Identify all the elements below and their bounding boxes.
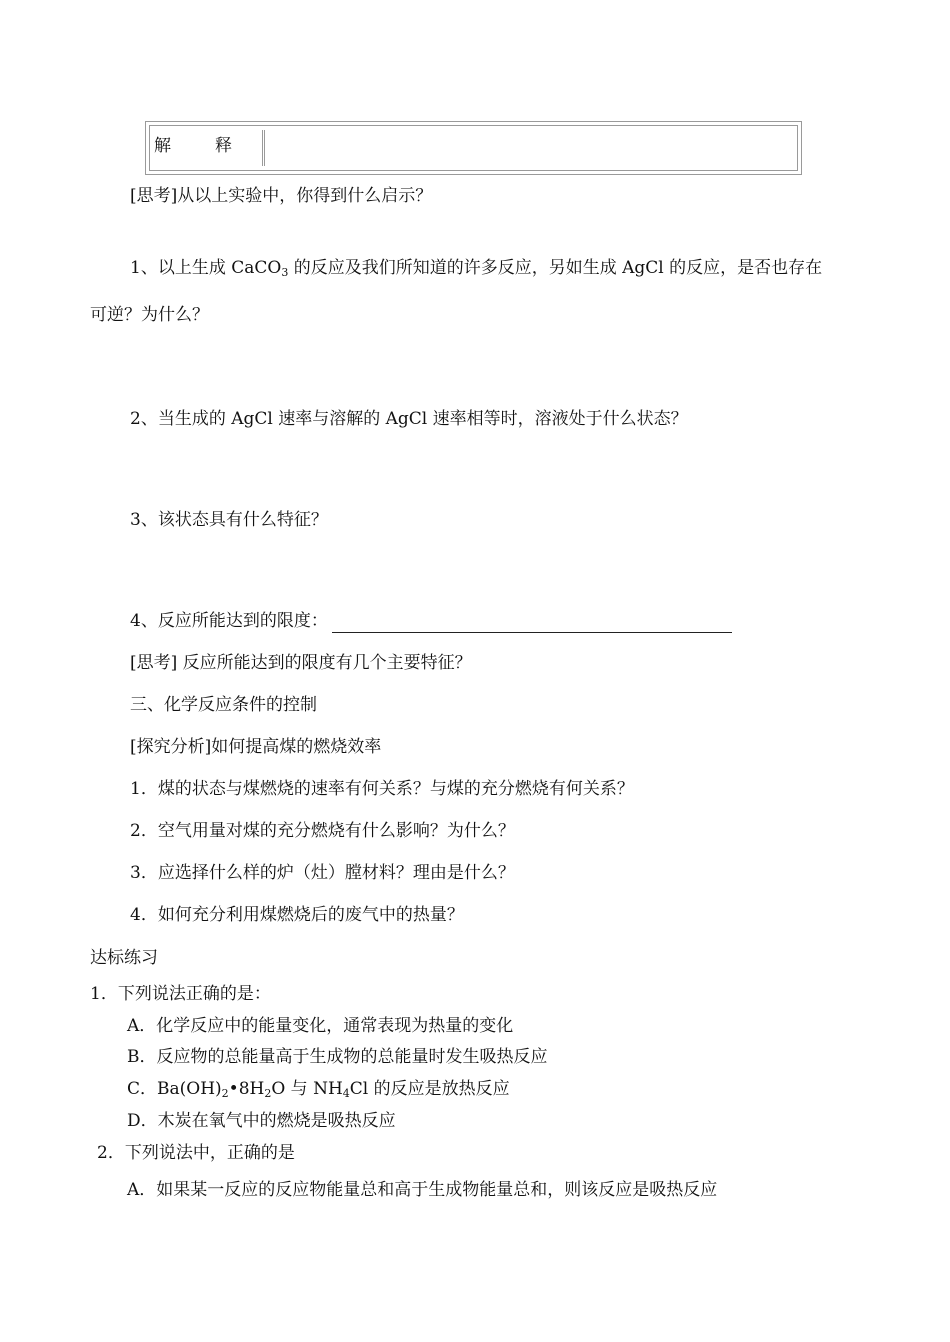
practice-question-2: 2．下列说法中，正确的是 [97, 1143, 295, 1163]
think-prompt-1: [思考]从以上实验中，你得到什么启示？ [130, 186, 433, 206]
question-1-line-1 [130, 256, 822, 280]
explain-divider [262, 130, 265, 166]
explain-label [154, 134, 232, 158]
option-c-text: •8H [228, 1079, 265, 1099]
answer-blank [332, 614, 732, 633]
question-4 [130, 609, 732, 633]
option-c-subscript: 2 [221, 1087, 229, 1100]
question-1-subscript: 3 [281, 266, 289, 279]
practice-2-option-a: A．如果某一反应的反应物能量总和高于生成物能量总和，则该反应是吸热反应 [127, 1180, 718, 1200]
question-1-part-b: 的反应及我们所知道的许多反应，另如生成 AgCl 的反应，是否也存在 [288, 258, 823, 278]
explain-table-inner [149, 125, 798, 171]
explore-item: 3．应选择什么样的炉（灶）膛材料？理由是什么？ [130, 863, 515, 883]
practice-title: 达标练习 [90, 948, 158, 968]
option-c-subscript: 2 [264, 1087, 272, 1100]
think-prompt-2: [思考] 反应所能达到的限度有几个主要特征？ [130, 653, 472, 673]
explore-item: 1．煤的状态与煤燃烧的速率有何关系？与煤的充分燃烧有何关系？ [130, 779, 634, 799]
option-c-text: Cl 的反应是放热反应 [349, 1079, 510, 1099]
explain-label-part1: 解 [154, 136, 171, 156]
section-3-heading: 三、化学反应条件的控制 [130, 695, 317, 715]
practice-1-option-c [127, 1077, 510, 1101]
practice-1-option-b: B．反应物的总能量高于生成物的总能量时发生吸热反应 [127, 1047, 548, 1067]
option-c-text: O 与 NH [271, 1079, 343, 1099]
explore-heading: [探究分析]如何提高煤的燃烧效率 [130, 737, 382, 757]
practice-1-option-a: A．化学反应中的能量变化，通常表现为热量的变化 [127, 1016, 514, 1036]
explain-label-part2: 释 [215, 136, 232, 156]
option-c-subscript: 4 [342, 1087, 350, 1100]
explain-table [145, 121, 802, 175]
option-c-text: C．Ba(OH) [127, 1079, 222, 1099]
question-4-label: 4、反应所能达到的限度： [130, 611, 328, 631]
question-1-part-a: 1、以上生成 CaCO [130, 258, 282, 278]
practice-1-option-d: D．木炭在氧气中的燃烧是吸热反应 [127, 1111, 396, 1131]
practice-question-1: 1．下列说法正确的是： [90, 984, 271, 1004]
explore-item: 4．如何充分利用煤燃烧后的废气中的热量？ [130, 905, 464, 925]
explore-item: 2．空气用量对煤的充分燃烧有什么影响？为什么？ [130, 821, 515, 841]
question-2: 2、当生成的 AgCl 速率与溶解的 AgCl 速率相等时，溶液处于什么状态？ [130, 409, 688, 429]
question-3: 3、该状态具有什么特征？ [130, 510, 328, 530]
explain-label-cell [150, 126, 262, 170]
question-1-line-2: 可逆？为什么？ [90, 305, 209, 325]
